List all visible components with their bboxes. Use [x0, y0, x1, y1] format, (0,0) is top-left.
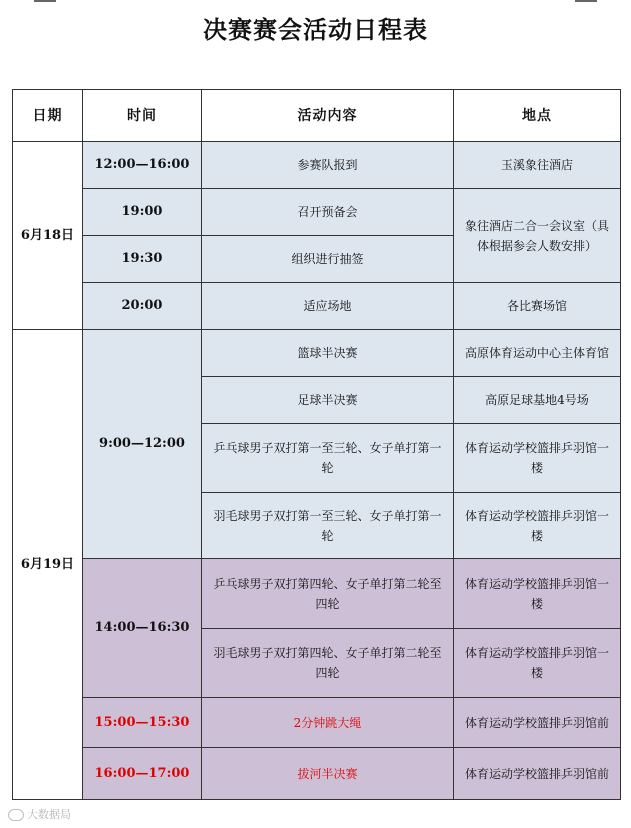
content-cell: 乒乓球男子双打第四轮、女子单打第二轮至四轮	[202, 559, 454, 629]
content-cell: 召开预备会	[202, 189, 454, 236]
location-cell: 高原体育运动中心主体育馆	[454, 330, 621, 377]
location-cell: 体育运动学校篮排乒羽馆一楼	[454, 629, 621, 698]
location-cell: 高原足球基地4号场	[454, 377, 621, 424]
time-cell: 19:00	[83, 189, 202, 236]
content-cell: 羽毛球男子双打第一至三轮、女子单打第一轮	[202, 493, 454, 559]
time-cell: 12:00—16:00	[83, 142, 202, 189]
table-row	[13, 748, 621, 800]
page-title: 决赛赛会活动日程表	[203, 15, 428, 44]
time-cell-event: 16:00—17:00	[83, 748, 202, 800]
table-row	[13, 189, 621, 236]
time-cell-afternoon: 14:00—16:30	[83, 559, 202, 698]
header-row	[13, 90, 621, 142]
location-cell: 玉溪象往酒店	[454, 142, 621, 189]
header-location: 地点	[454, 90, 621, 142]
content-cell: 篮球半决赛	[202, 330, 454, 377]
content-cell: 适应场地	[202, 283, 454, 330]
watermark	[8, 806, 71, 822]
watermark-logo-icon	[8, 809, 24, 821]
time-cell: 19:30	[83, 236, 202, 283]
header-date: 日期	[13, 90, 83, 142]
content-cell: 组织进行抽签	[202, 236, 454, 283]
content-cell-event: 2分钟跳大绳	[202, 698, 454, 748]
location-cell: 体育运动学校篮排乒羽馆一楼	[454, 424, 621, 493]
content-cell: 乒乓球男子双打第一至三轮、女子单打第一轮	[202, 424, 454, 493]
content-cell-event: 拔河半决赛	[202, 748, 454, 800]
schedule-table	[12, 89, 621, 800]
header-time: 时间	[83, 90, 202, 142]
time-cell: 20:00	[83, 283, 202, 330]
table-row	[13, 283, 621, 330]
location-cell: 各比赛场馆	[454, 283, 621, 330]
top-edge-mark-left	[34, 0, 56, 2]
time-cell-event: 15:00—15:30	[83, 698, 202, 748]
header-content: 活动内容	[202, 90, 454, 142]
table-row	[13, 698, 621, 748]
watermark-text: 大数据局	[27, 808, 71, 821]
date-cell-day1: 6月18日	[13, 142, 83, 330]
content-cell: 羽毛球男子双打第四轮、女子单打第二轮至四轮	[202, 629, 454, 698]
location-cell: 体育运动学校篮排乒羽馆前	[454, 748, 621, 800]
location-cell: 象往酒店二合一会议室（具体根据参会人数安排）	[454, 189, 621, 283]
content-cell: 足球半决赛	[202, 377, 454, 424]
location-cell: 体育运动学校篮排乒羽馆前	[454, 698, 621, 748]
top-edge-mark-right	[575, 0, 597, 2]
time-cell-morning: 9:00—12:00	[83, 330, 202, 559]
date-cell-day2: 6月19日	[13, 330, 83, 800]
content-cell: 参赛队报到	[202, 142, 454, 189]
table-row	[13, 142, 621, 189]
table-row	[13, 330, 621, 377]
location-cell: 体育运动学校篮排乒羽馆一楼	[454, 559, 621, 629]
location-cell: 体育运动学校篮排乒羽馆一楼	[454, 493, 621, 559]
table-row	[13, 559, 621, 629]
